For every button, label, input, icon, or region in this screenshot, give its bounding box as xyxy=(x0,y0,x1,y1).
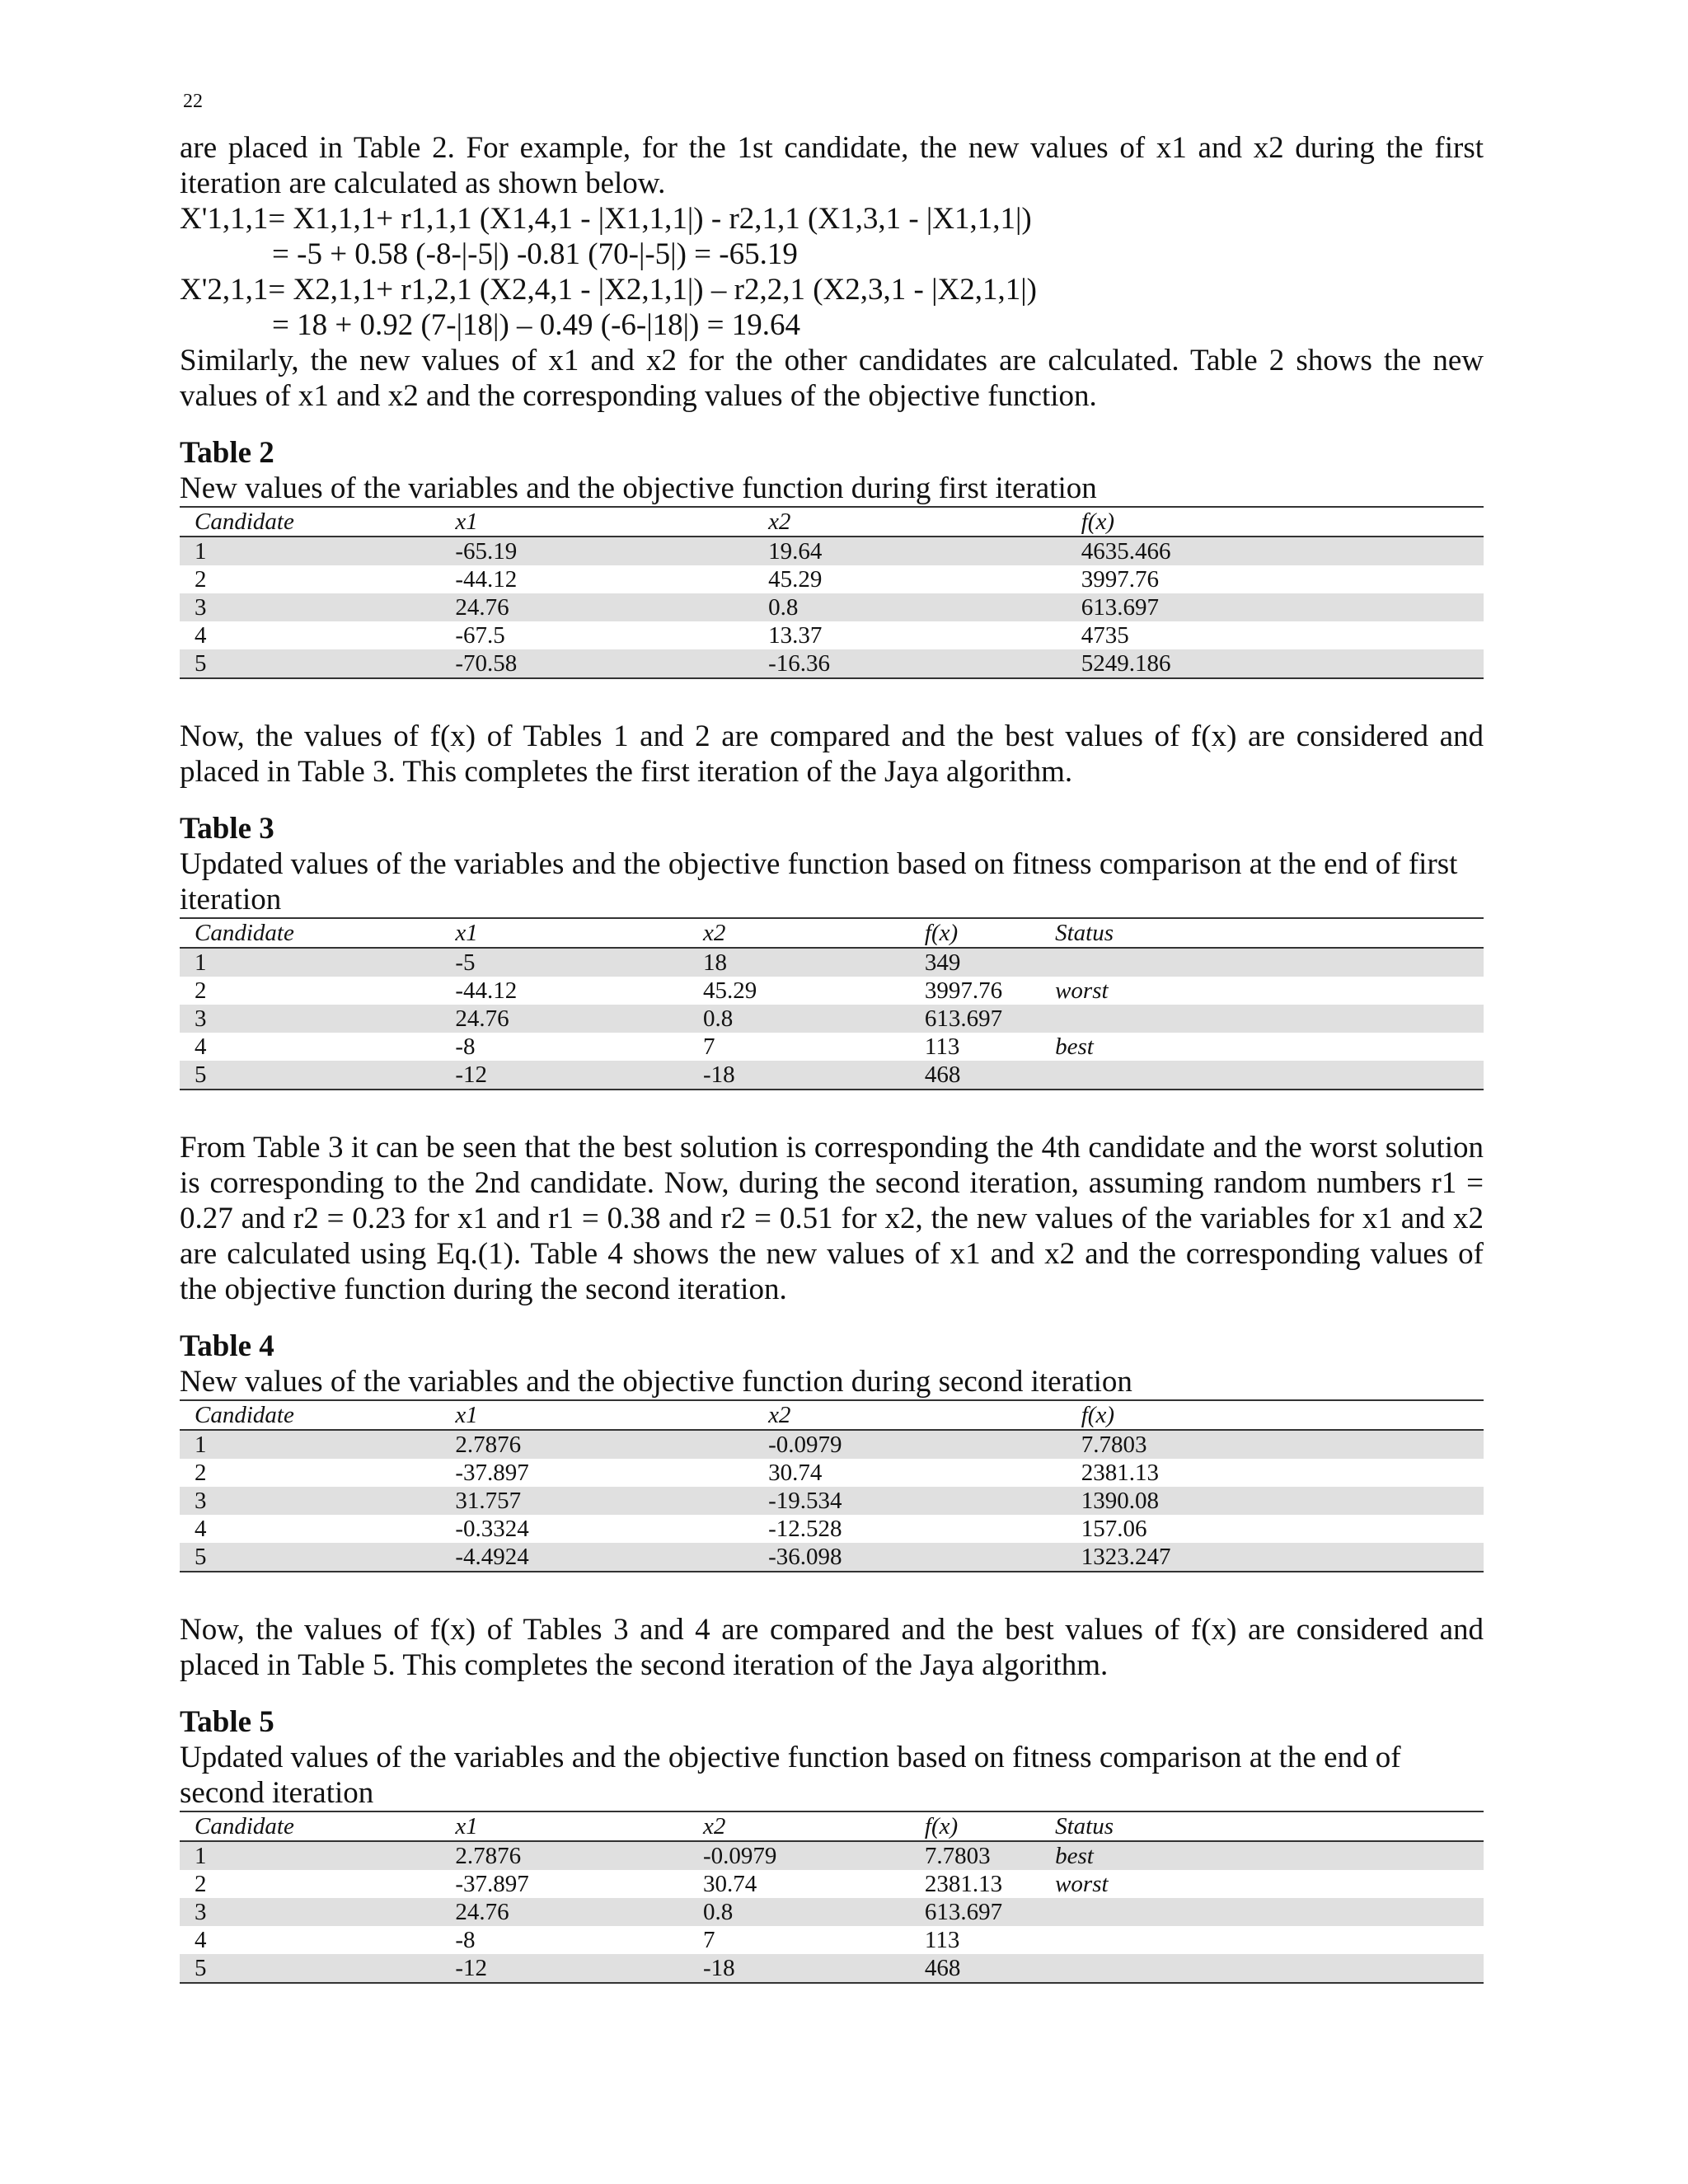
table-cell: 5 xyxy=(180,1543,440,1572)
table-cell: 3 xyxy=(180,1898,440,1926)
table-cell: -18 xyxy=(688,1061,910,1090)
table-row xyxy=(180,621,1484,649)
table-cell: 3 xyxy=(180,1487,440,1515)
table-cell: 1 xyxy=(180,1430,440,1459)
table2-caption: New values of the variables and the objective function during first iteration xyxy=(180,471,1097,505)
col-header-candidate: Candidate xyxy=(180,1400,440,1430)
table-cell: -67.5 xyxy=(455,622,505,649)
table-cell: -12.528 xyxy=(768,1516,842,1542)
table-cell: 7 xyxy=(702,1927,715,1953)
table-cell: 2 xyxy=(195,566,207,593)
table-cell: 3 xyxy=(180,593,440,621)
table-cell: 3997.76 xyxy=(1081,566,1159,593)
table-header-row xyxy=(180,1811,1484,1841)
table-cell: 468 xyxy=(910,1954,1040,1983)
col-header-x1: x1 xyxy=(440,1811,688,1841)
col-header-fx: f(x) xyxy=(910,918,1040,948)
col-header-candidate: Candidate xyxy=(180,1811,440,1841)
col-header-x2: x2 xyxy=(753,1400,1067,1430)
table-cell: 2.7876 xyxy=(440,1430,753,1459)
table-cell: -70.58 xyxy=(440,649,753,678)
col-header-x1: x1 xyxy=(440,918,688,948)
table-cell: 0.8 xyxy=(688,1898,910,1926)
table-cell: 349 xyxy=(910,948,1040,977)
equation-x1-value: = -5 + 0.58 (-8-|-5|) -0.81 (70-|-5|) = -65.19 xyxy=(272,237,798,271)
table-cell: 113 xyxy=(924,1033,960,1060)
table-cell: 1 xyxy=(180,1841,440,1870)
table-cell: 1 xyxy=(180,537,440,565)
table-row xyxy=(180,1459,1484,1487)
table-row xyxy=(180,1926,1484,1954)
table-cell: 4 xyxy=(195,1516,207,1542)
table-header-row xyxy=(180,918,1484,948)
similarly-paragraph: Similarly, the new values of x1 and x2 for the other candidates are calculated. Table 2 shows the new values of x1 and x2 and the corresponding values of the objective function. xyxy=(180,344,1484,413)
table-cell: -12 xyxy=(440,1061,688,1090)
page-content xyxy=(180,130,1484,1984)
table-cell: -65.19 xyxy=(440,537,753,565)
table-cell: 4 xyxy=(195,622,207,649)
table-cell: 30.74 xyxy=(768,1460,823,1486)
table-cell: -37.897 xyxy=(455,1871,529,1897)
table-cell: 18 xyxy=(688,948,910,977)
table-row xyxy=(180,1487,1484,1515)
status-cell: worst xyxy=(1055,1871,1109,1897)
table-cell: -8 xyxy=(455,1927,476,1953)
status-cell: best xyxy=(1040,1841,1484,1870)
table3-caption-block xyxy=(180,811,1484,917)
intro-paragraph: are placed in Table 2. For example, for the 1st candidate, the new values of x1 and x2 during the first iteration are calculated as shown below. xyxy=(180,131,1484,200)
table-cell: -18 xyxy=(688,1954,910,1983)
table-cell: 1323.247 xyxy=(1067,1543,1484,1572)
table-cell: 7.7803 xyxy=(910,1841,1040,1870)
table-cell: 0.8 xyxy=(753,593,1067,621)
table-row xyxy=(180,948,1484,977)
paragraph-compare-2: Now, the values of f(x) of Tables 3 and 4 are compared and the best values of f(x) are considered and placed in Table 5. This completes the second iteration of the Jaya algorithm. xyxy=(180,1613,1484,1682)
table-cell: 45.29 xyxy=(702,977,757,1004)
table-cell: 19.64 xyxy=(753,537,1067,565)
table-cell: 4 xyxy=(195,1033,207,1060)
page-number: 22 xyxy=(183,91,203,112)
status-cell: worst xyxy=(1055,977,1109,1004)
table-row xyxy=(180,1515,1484,1543)
table-cell: -44.12 xyxy=(455,566,518,593)
paragraph-second-iteration: From Table 3 it can be seen that the best solution is corresponding the 4th candidate and the worst solution is corresponding to the 2nd candidate. Now, during the second iteration, assuming random numbers r1 = 0.27 and r2 = 0.23 for x1 and r1 = 0.38 and r2 = 0.51 for x2, the new values of the variables for x1 and x2 are calculated using Eq.(1). Table 4 shows the new values of x1 and x2 and the corresponding values of the objective function during the second iteration. xyxy=(180,1131,1484,1306)
table-cell: 4735 xyxy=(1081,622,1129,649)
table4-caption-block xyxy=(180,1329,1484,1399)
table-row xyxy=(180,1430,1484,1459)
col-header-status: Status xyxy=(1040,918,1484,948)
table-cell: 613.697 xyxy=(910,1005,1040,1033)
table-cell: 5 xyxy=(180,1954,440,1983)
table-cell: -8 xyxy=(455,1033,476,1060)
table-cell: 4635.466 xyxy=(1067,537,1484,565)
table-row xyxy=(180,1061,1484,1090)
table-cell: -0.3324 xyxy=(455,1516,529,1542)
table-cell: 468 xyxy=(910,1061,1040,1090)
status-cell: best xyxy=(1055,1033,1094,1060)
status-cell xyxy=(1040,1005,1484,1033)
table5-label: Table 5 xyxy=(180,1705,274,1739)
table-row xyxy=(180,537,1484,565)
table-cell: 7.7803 xyxy=(1067,1430,1484,1459)
table-cell: 7 xyxy=(702,1033,715,1060)
table-cell: 1390.08 xyxy=(1067,1487,1484,1515)
table4-caption: New values of the variables and the objective function during second iteration xyxy=(180,1365,1132,1399)
table-cell: 113 xyxy=(924,1927,960,1953)
table-cell: 613.697 xyxy=(1067,593,1484,621)
table-cell: 157.06 xyxy=(1081,1516,1147,1542)
table2-label: Table 2 xyxy=(180,436,274,470)
table5-caption: Updated values of the variables and the objective function based on fitness comparison at the end of second iteration xyxy=(180,1741,1401,1810)
table-cell: -4.4924 xyxy=(440,1543,753,1572)
col-header-x2: x2 xyxy=(688,1811,910,1841)
table-header-row xyxy=(180,507,1484,537)
table-row xyxy=(180,977,1484,1005)
table-cell: 2.7876 xyxy=(440,1841,688,1870)
table3 xyxy=(180,917,1484,1090)
table2-caption-block xyxy=(180,435,1484,506)
col-header-fx: f(x) xyxy=(1067,507,1484,537)
col-header-x1: x1 xyxy=(440,507,753,537)
table-cell: 3 xyxy=(180,1005,440,1033)
col-header-candidate: Candidate xyxy=(180,507,440,537)
table-cell: 0.8 xyxy=(688,1005,910,1033)
table3-label: Table 3 xyxy=(180,812,274,846)
table-cell: 2381.13 xyxy=(1081,1460,1159,1486)
table-cell: 13.37 xyxy=(768,622,823,649)
table-cell: 1 xyxy=(180,948,440,977)
table-cell: -5 xyxy=(440,948,688,977)
table-cell: -12 xyxy=(440,1954,688,1983)
table-cell: 2 xyxy=(195,1460,207,1486)
col-header-fx: f(x) xyxy=(1067,1400,1484,1430)
table-header-row xyxy=(180,1400,1484,1430)
table-cell: -16.36 xyxy=(753,649,1067,678)
table-cell: 2381.13 xyxy=(924,1871,1003,1897)
table5 xyxy=(180,1811,1484,1984)
table-row xyxy=(180,1870,1484,1898)
col-header-x2: x2 xyxy=(688,918,910,948)
table-cell: 24.76 xyxy=(440,1898,688,1926)
table-row xyxy=(180,1841,1484,1870)
table-cell: 5 xyxy=(180,649,440,678)
col-header-status: Status xyxy=(1040,1811,1484,1841)
table-cell: -44.12 xyxy=(455,977,518,1004)
equation-x1: X'1,1,1= X1,1,1+ r1,1,1 (X1,4,1 - |X1,1,1|) - r2,1,1 (X1,3,1 - |X1,1,1|) xyxy=(180,202,1032,236)
table-cell: 24.76 xyxy=(440,1005,688,1033)
table-cell: -0.0979 xyxy=(753,1430,1067,1459)
table-row xyxy=(180,1033,1484,1061)
table-cell: 30.74 xyxy=(702,1871,757,1897)
table-cell: 2 xyxy=(195,977,207,1004)
table-row xyxy=(180,1543,1484,1572)
table-cell: 5 xyxy=(180,1061,440,1090)
table-cell: 613.697 xyxy=(910,1898,1040,1926)
table4-label: Table 4 xyxy=(180,1329,274,1363)
table-row xyxy=(180,649,1484,678)
table-cell: 31.757 xyxy=(440,1487,753,1515)
equation-x2: X'2,1,1= X2,1,1+ r1,2,1 (X2,4,1 - |X2,1,1|) – r2,2,1 (X2,3,1 - |X2,1,1|) xyxy=(180,273,1037,307)
table2 xyxy=(180,506,1484,679)
table-cell: 5249.186 xyxy=(1067,649,1484,678)
table3-caption: Updated values of the variables and the objective function based on fitness comparison at the end of first iteration xyxy=(180,847,1458,916)
table-row xyxy=(180,565,1484,593)
table-cell: 45.29 xyxy=(768,566,823,593)
table-row xyxy=(180,1005,1484,1033)
status-cell xyxy=(1040,1926,1484,1954)
table5-caption-block xyxy=(180,1704,1484,1811)
table-cell: 3997.76 xyxy=(924,977,1003,1004)
status-cell xyxy=(1040,1954,1484,1983)
col-header-x1: x1 xyxy=(440,1400,753,1430)
table-row xyxy=(180,1898,1484,1926)
paragraph-compare-1: Now, the values of f(x) of Tables 1 and 2 are compared and the best values of f(x) are considered and placed in Table 3. This completes the first iteration of the Jaya algorithm. xyxy=(180,719,1484,789)
table-cell: -36.098 xyxy=(753,1543,1067,1572)
status-cell xyxy=(1040,1061,1484,1090)
table-cell: 4 xyxy=(195,1927,207,1953)
col-header-candidate: Candidate xyxy=(180,918,440,948)
status-cell xyxy=(1040,948,1484,977)
table-cell: -19.534 xyxy=(753,1487,1067,1515)
table-cell: -37.897 xyxy=(455,1460,529,1486)
col-header-fx: f(x) xyxy=(910,1811,1040,1841)
status-cell xyxy=(1040,1898,1484,1926)
table-row xyxy=(180,593,1484,621)
table-cell: 24.76 xyxy=(440,593,753,621)
table-cell: 2 xyxy=(195,1871,207,1897)
table4 xyxy=(180,1399,1484,1572)
col-header-x2: x2 xyxy=(753,507,1067,537)
table-row xyxy=(180,1954,1484,1983)
table-cell: -0.0979 xyxy=(688,1841,910,1870)
equation-x2-value: = 18 + 0.92 (7-|18|) – 0.49 (-6-|18|) = 19.64 xyxy=(272,308,800,342)
